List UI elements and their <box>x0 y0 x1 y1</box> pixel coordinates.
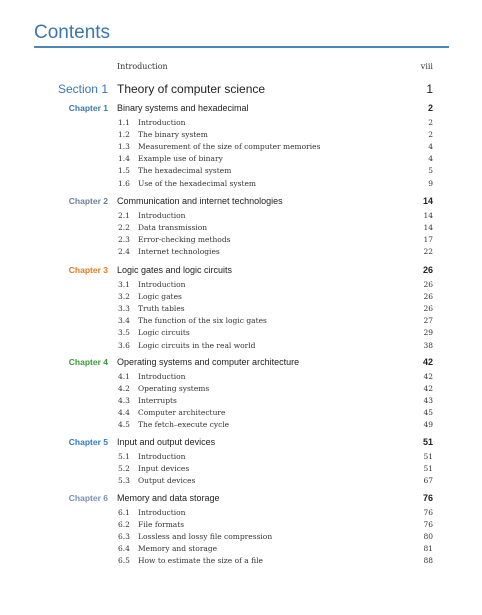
subsection-number: 2.3 <box>118 235 130 245</box>
subsection-title: The function of the six logic gates <box>138 316 267 326</box>
subsection-number: 3.3 <box>118 304 130 314</box>
subsection-number: 4.3 <box>118 396 130 406</box>
page-title: Contents <box>34 22 111 43</box>
subsection-number: 6.2 <box>118 520 130 530</box>
subsection-number: 6.1 <box>118 508 130 517</box>
subsection-title: The binary system <box>138 130 208 140</box>
subsection-page: 4 <box>428 142 433 152</box>
subsection-page: 29 <box>423 328 433 338</box>
subsection-title: The fetch–execute cycle <box>138 420 230 430</box>
chapter-label: Chapter 5 <box>68 437 108 447</box>
subsection-page: 51 <box>423 464 433 474</box>
subsection-page: 81 <box>423 544 433 554</box>
subsection-number: 5.3 <box>118 476 130 486</box>
chapter-label: Chapter 4 <box>68 357 108 367</box>
subsection-page: 22 <box>423 247 433 257</box>
subsection-title: Truth tables <box>138 304 185 314</box>
subsection-number: 1.6 <box>118 178 130 188</box>
subsection-number: 2.2 <box>118 223 130 233</box>
subsection-number: 6.3 <box>118 532 130 542</box>
subsection-number: 6.4 <box>118 544 130 554</box>
subsection-page: 51 <box>423 452 433 461</box>
subsection-number: 1.2 <box>118 130 130 140</box>
chapter-page: 51 <box>422 437 433 447</box>
subsection-page: 76 <box>423 520 433 530</box>
subsection-page: 26 <box>423 304 433 314</box>
subsection-number: 3.4 <box>118 316 130 326</box>
subsection-page: 49 <box>423 420 433 430</box>
chapter-title: Logic gates and logic circuits <box>117 265 233 275</box>
subsection-title: Error-checking methods <box>138 235 231 245</box>
section-title: Theory of computer science <box>117 82 266 96</box>
subsection-title: Output devices <box>138 476 196 486</box>
chapter-title: Communication and internet technologies <box>117 196 283 206</box>
chapter-title: Memory and data storage <box>117 493 220 503</box>
chapter-page: 26 <box>422 265 433 275</box>
subsection-number: 3.6 <box>118 340 130 350</box>
subsection-page: 45 <box>423 408 433 418</box>
subsection-page: 67 <box>423 476 433 486</box>
subsection-number: 5.1 <box>118 452 130 461</box>
subsection-number: 3.5 <box>118 328 130 338</box>
subsection-title: Logic gates <box>138 292 182 302</box>
chapter-label: Chapter 2 <box>68 196 108 206</box>
chapter-page: 2 <box>427 103 433 113</box>
subsection-number: 1.4 <box>118 154 130 164</box>
subsection-number: 2.1 <box>118 211 130 220</box>
chapter-page: 14 <box>422 196 433 206</box>
subsection-title: Logic circuits in the real world <box>138 340 256 350</box>
section-page: 1 <box>426 82 433 96</box>
subsection-page: 14 <box>423 211 433 220</box>
subsection-number: 1.3 <box>118 142 130 152</box>
subsection-title: Input devices <box>138 464 190 474</box>
subsection-page: 2 <box>428 118 433 127</box>
chapter-title: Operating systems and computer architecture <box>117 357 300 367</box>
subsection-title: Memory and storage <box>138 544 218 554</box>
chapter-page: 76 <box>422 493 433 503</box>
subsection-page: 26 <box>423 280 433 289</box>
subsection-title: Logic circuits <box>138 328 190 338</box>
subsection-title: Measurement of the size of computer memories <box>138 142 321 152</box>
subsection-number: 1.5 <box>118 166 130 176</box>
subsection-page: 76 <box>423 508 433 517</box>
subsection-title: Introduction <box>138 508 186 517</box>
subsection-title: File formats <box>138 520 185 530</box>
subsection-title: Introduction <box>138 372 186 381</box>
subsection-page: 38 <box>423 340 433 350</box>
subsection-page: 14 <box>423 223 433 233</box>
subsection-title: Interrupts <box>138 396 177 406</box>
subsection-title: Introduction <box>138 452 186 461</box>
chapter-page: 42 <box>422 357 433 367</box>
subsection-title: Data transmission <box>138 223 208 233</box>
subsection-page: 26 <box>423 292 433 302</box>
subsection-number: 4.2 <box>118 384 130 394</box>
section-label: Section 1 <box>57 82 108 96</box>
subsection-number: 4.1 <box>118 372 130 381</box>
chapter-label: Chapter 3 <box>68 265 108 275</box>
subsection-page: 9 <box>428 178 433 188</box>
subsection-title: Introduction <box>138 211 186 220</box>
chapter-title: Input and output devices <box>117 437 216 447</box>
chapter-label: Chapter 1 <box>68 103 108 113</box>
subsection-number: 2.4 <box>118 247 130 257</box>
subsection-title: Internet technologies <box>138 247 220 257</box>
subsection-page: 27 <box>423 316 433 326</box>
subsection-title: Operating systems <box>138 384 210 394</box>
subsection-page: 42 <box>423 372 433 381</box>
subsection-page: 2 <box>428 130 433 140</box>
subsection-title: Lossless and lossy file compression <box>138 532 273 542</box>
subsection-page: 4 <box>428 154 433 164</box>
subsection-page: 88 <box>423 556 433 566</box>
subsection-number: 3.2 <box>118 292 130 302</box>
subsection-number: 3.1 <box>118 280 130 289</box>
subsection-page: 5 <box>428 166 433 176</box>
subsection-title: The hexadecimal system <box>138 166 232 176</box>
subsection-number: 1.1 <box>118 118 130 127</box>
intro-title: Introduction <box>117 62 168 71</box>
subsection-number: 4.4 <box>118 408 130 418</box>
subsection-title: Introduction <box>138 118 186 127</box>
subsection-page: 43 <box>423 396 433 406</box>
subsection-title: Computer architecture <box>138 408 226 418</box>
chapter-label: Chapter 6 <box>68 493 108 503</box>
subsection-number: 6.5 <box>118 556 130 566</box>
subsection-page: 80 <box>423 532 433 542</box>
intro-page: viii <box>420 62 433 71</box>
subsection-number: 5.2 <box>118 464 130 474</box>
chapter-title: Binary systems and hexadecimal <box>117 103 249 113</box>
heading-rule <box>34 46 449 48</box>
subsection-title: Example use of binary <box>138 154 223 164</box>
subsection-page: 17 <box>423 235 433 245</box>
subsection-page: 42 <box>423 384 433 394</box>
subsection-title: Introduction <box>138 280 186 289</box>
subsection-title: Use of the hexadecimal system <box>138 178 257 188</box>
subsection-title: How to estimate the size of a file <box>138 556 263 566</box>
subsection-number: 4.5 <box>118 420 130 430</box>
